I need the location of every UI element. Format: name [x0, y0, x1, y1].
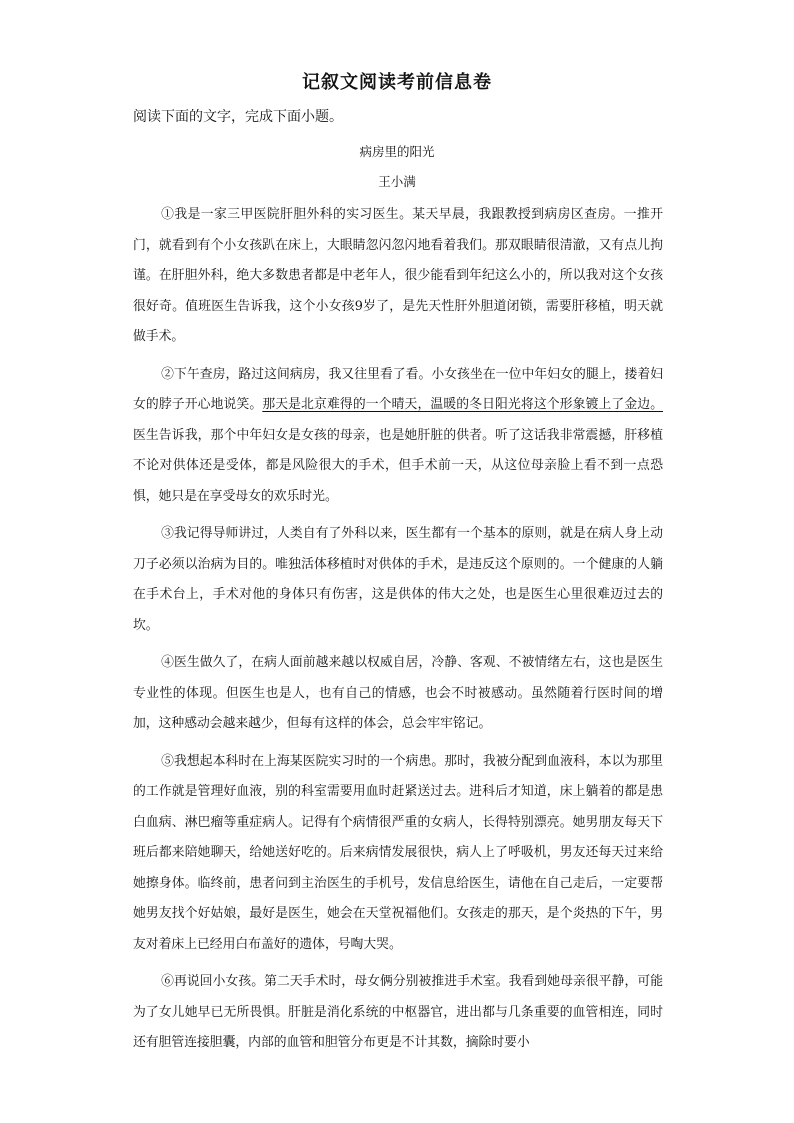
paragraph-text: ⑥再说回小女孩。第二天手术时，母女俩分别被推进手术室。我看到她母亲很平静，可能为了女儿她早已无所畏惧。肝脏是消化系统的中枢器官，进出都与几条重要的血管相连，同时还有胆管连接胆囊，内部的血管和胆管分布更是不计其数，摘除时要小 — [133, 974, 663, 1050]
paragraph-text: ③我记得导师讲过，人类自有了外科以来，医生都有一个基本的原则，就是在病人身上动刀子必须以治病为目的。唯独活体移植时对供体的手术，是违反这个原则的。一个健康的人躺在手术台上，手术对他的身体只有伤害，这是供体的伟大之处，也是医生心里很难迈过去的坎。 — [133, 526, 663, 633]
paragraph-4 — [133, 648, 663, 740]
instruction-text: 阅读下面的文字，完成下面小题。 — [133, 109, 343, 125]
article-author: 王小满 — [378, 174, 416, 189]
paragraph-text: 医生告诉我，那个中年妇女是女孩的母亲，也是她肝脏的供者。听了这话我非常震撼，肝移植不论对供体还是受体，都是风险很大的手术，但手术前一天，从这位母亲脸上看不到一点恐惧，她只是在享受母女的欢乐时光。 — [133, 427, 663, 504]
article-body — [133, 200, 663, 1059]
paragraph-text: ④医生做久了，在病人面前越来越以权威自居，冷静、客观、不被情绪左右，这也是医生专业性的体现。但医生也是人，也有自己的情感，也会不时被感动。虽然随着行医时间的增加，这种感动会越来越少，但每有这样的体会，总会牢牢铭记。 — [133, 655, 663, 731]
paragraph-6 — [133, 967, 663, 1059]
paragraph-text: ⑤我想起本科时在上海某医院实习时的一个病患。那时，我被分配到血液科，本以为那里的工作就是管理好血液，别的科室需要用血时赶紧送过去。进科后才知道，床上躺着的都是患白血病、淋巴瘤等重症病人。记得有个病情很严重的女病人，长得特别漂亮。她男朋友每天下班后都来陪她聊天，给她送好吃的。后来病情发展很快，病人上了呼吸机，男友还每天过来给她擦身体。临终前，患者问到主治医生的手机号，发信息给医生，请他在自己走后，一定要帮她男友找个好姑娘，最好是医生，她会在天堂祝福他们。女孩走的那天，是个炎热的下午，男友对着床上已经用白布盖好的遗体，号啕大哭。 — [133, 753, 663, 952]
paragraph-2 — [133, 360, 663, 513]
paragraph-1 — [133, 200, 663, 353]
paragraph-text: ①我是一家三甲医院肝胆外科的实习医生。某天早晨，我跟教授到病房区查房。一推开门，就看到有个小女孩趴在床上，大眼睛忽闪忽闪地看着我们。那双眼睛很清澈，又有点儿拘谨。在肝胆外科，绝大多数患者都是中老年人，很少能看到年纪这么小的，所以我对这个女孩很好奇。值班医生告诉我，这个小女孩9岁了，是先天性肝外胆道闭锁，需要肝移植，明天就做手术。 — [133, 207, 663, 344]
underlined-sentence: 那天是北京难得的一个晴天，温暖的冬日阳光将这个形象镀上了金边。 — [262, 397, 664, 412]
paragraph-5 — [133, 747, 663, 961]
document-title: 记叙文阅读考前信息卷 — [302, 72, 492, 93]
paragraph-3 — [133, 519, 663, 641]
paragraph-text: ②下午查房，路过这间病房，我又往里看了看。小女孩坐在一位中年妇女的腿上，搂着妇女的脖子开心地说笑。 — [133, 366, 663, 412]
article-title: 病房里的阳光 — [359, 144, 435, 159]
